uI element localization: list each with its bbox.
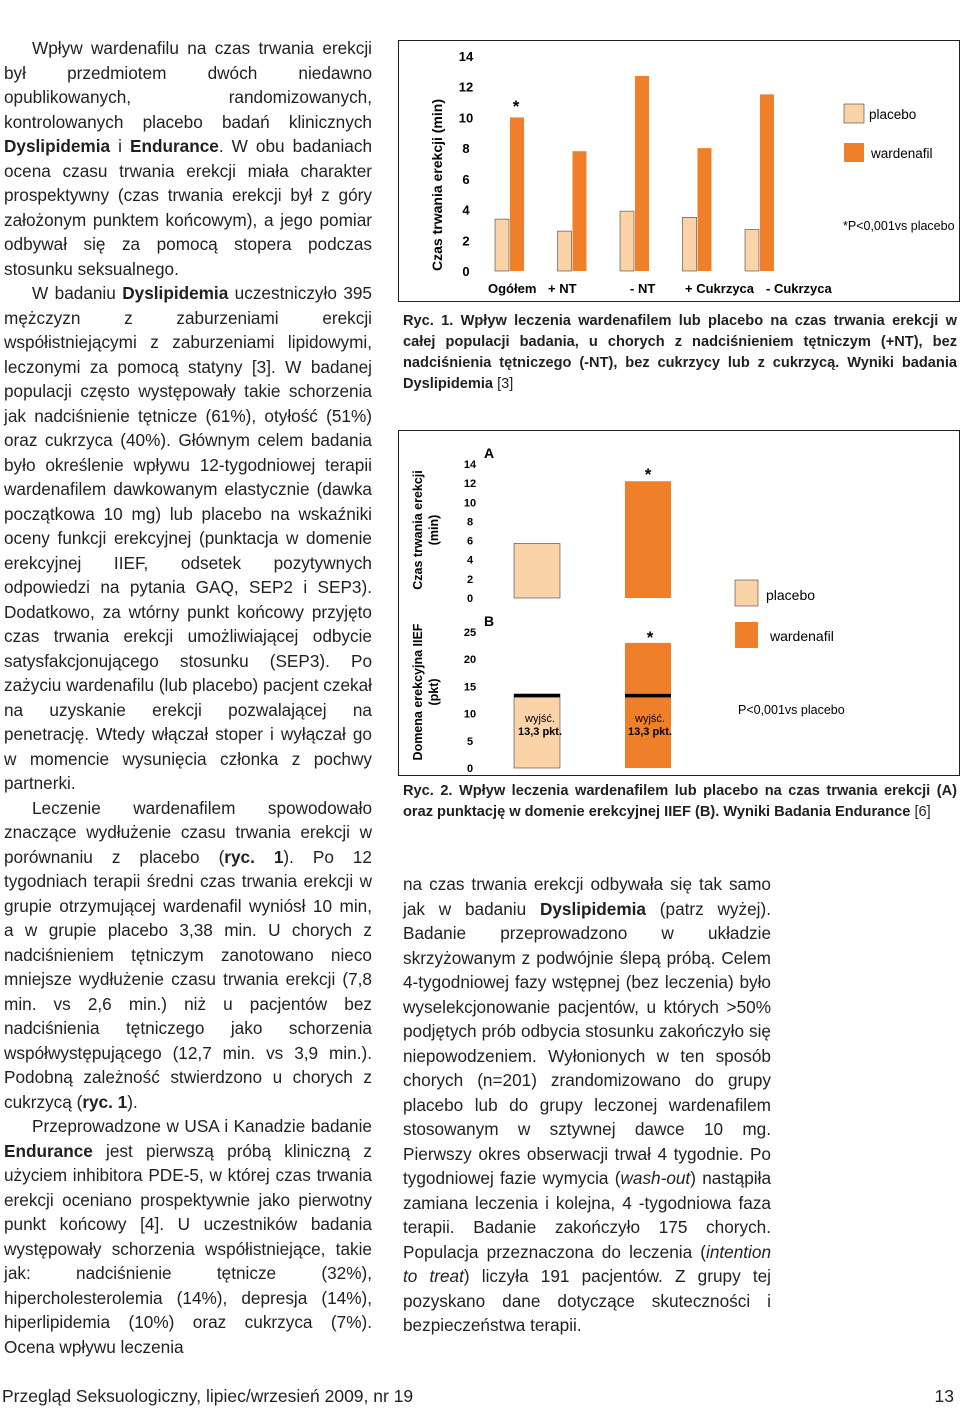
f1-y-tick-label: 2 xyxy=(462,233,470,249)
f2-legend-placebo-swatch xyxy=(735,580,758,606)
f1-x-category-label: + Cukrzyca xyxy=(685,281,755,296)
f1-x-category-label: - NT xyxy=(630,281,656,296)
f2b-baseline-label-placebo-2: 13,3 pkt. xyxy=(517,726,563,738)
figure-2-caption: Ryc. 2. Wpływ leczenia wardenafilem lub placebo na czas trwania erekcji (A) oraz punktację w domenie erekcyjnej IIEF (B). Wyniki Badania Endurance [6] xyxy=(403,783,957,820)
paragraph: Wpływ wardenafilu na czas trwania erekcji był przedmiotem dwóch niedawno opublikowanych, randomizowanych, kontrolowanych placebo badań klinicznych Dyslipidemia i Endurance. W obu badaniach ocena czasu trwania erekcji miała charakter prospektywny (czas trwania erekcji był z góry założonym punktem końcowym), a jego pomiar odbywał się za pomocą stopera podczas stosunku seksualnego. xyxy=(4,38,372,279)
f2-panel-a-label: A xyxy=(484,445,495,461)
figure-1-chart xyxy=(398,40,960,302)
f2b-y-tick-label: 5 xyxy=(466,735,474,748)
f2a-y-tick-label: 4 xyxy=(466,554,474,567)
f1-y-tick-label: 10 xyxy=(458,110,474,126)
f2b-bars xyxy=(514,643,671,768)
f2b-baseline-label-wardenafil-1: wyjść. xyxy=(635,713,665,725)
f2a-bar-wardenafil xyxy=(625,481,671,598)
f1-legend-wardenafil-swatch xyxy=(844,143,864,162)
f1-y-tick-label: 12 xyxy=(458,79,474,95)
page-number: 13 xyxy=(934,1386,954,1406)
f1-y-tick-label: 8 xyxy=(462,141,470,157)
f2b-y-label-line2: (pkt) xyxy=(427,678,441,706)
f2b-y-tick-label: 10 xyxy=(463,708,477,721)
f1-y-axis-label: Czas trwania erekcji (min) xyxy=(429,99,445,271)
f1-x-category-label: Ogółem xyxy=(488,281,537,296)
paragraph: na czas trwania erekcji odbywała się tak samo jak w badaniu Dyslipidemia (patrz wyżej). Badanie przeprowadzono w układzie skrzyżowanym z podwójnie ślepą próbą. Celem 4-tygodniowej fazy wstępnej (bez leczenia) było wyselekcjonowanie pacjentów, u których >50% podjętych prób odbycia stosunku zakończyło się niepowodzeniem. Wyłonionych w ten sposób chorych (n=201) zrandomizowano do grupy placebo lub do grupy leczonej wardenafilem stosowanym w sztywnej dawce 10 mg. Pierwszy okres obserwacji trwał 4 tygodnie. Po tygodniowej fazie wymycia (wash-out) nastąpiła zamiana leczenia i kolejna, 4 -tygodniowa faza terapii. Badanie zakończyło 175 chorych. Populacja przeznaczona do leczenia (intention to treat) liczyła 191 pacjentów. Z grupy tej pozyskano dane dotyczące skuteczności i bezpieczeństwa terapii. xyxy=(403,874,771,1335)
f1-y-tick-label: 0 xyxy=(462,264,470,279)
f1-legend-placebo-swatch xyxy=(844,104,864,123)
f2a-y-tick-label: 14 xyxy=(463,459,477,471)
f2a-y-label-line1: Czas trwania erekcji xyxy=(411,470,425,590)
f2b-baseline-label-wardenafil-2: 13,3 pkt. xyxy=(627,726,673,738)
f1-bar-placebo xyxy=(620,211,634,271)
left-text-column xyxy=(4,36,372,1359)
f2b-y-tick-label: 25 xyxy=(463,627,477,639)
f2a-y-tick-label: 2 xyxy=(466,573,474,586)
f1-bar-wardenafil xyxy=(573,151,587,271)
f1-bar-wardenafil xyxy=(635,76,649,271)
f1-bar-wardenafil xyxy=(510,117,524,271)
f2a-bars xyxy=(514,481,671,598)
f2-significance-note: P<0,001vs placebo xyxy=(738,703,845,717)
f1-bars xyxy=(495,76,774,271)
f2a-axes xyxy=(464,459,477,605)
paragraph: Przeprowadzone w USA i Kanadzie badanie Endurance jest pierwszą próbą kliniczną z użyciem inhibitora PDE-5, w której czas trwania erekcji oceniano prospektywnie jako pierwotny punkt końcowy [4]. U uczestników badania występowały schorzenia współistniejące, takie jak: nadciśnienie tętnicze (32%), hipercholesterolemia (14%), depresja (14%), hiperlipidemia (10%) oraz cukrzyca (7%). Ocena wpływu leczenia xyxy=(4,1116,372,1357)
f2b-y-label-line1: Domena erekcyjna IIEF xyxy=(411,623,425,761)
figure-2-chart xyxy=(398,430,960,776)
f2b-axes xyxy=(464,627,476,775)
f2a-y-tick-label: 12 xyxy=(463,478,477,491)
f1-legend-wardenafil-label: wardenafil xyxy=(871,146,933,161)
f2b-significance-star: * xyxy=(646,628,654,647)
f2a-y-label-line2: (min) xyxy=(427,514,441,546)
figure-1-caption: Ryc. 1. Wpływ leczenia wardenafilem lub placebo na czas trwania erekcji w całej populacji badania, u chorych z nadciśnieniem tętniczym (+NT), bez nadciśnienia tętniczego (-NT), bez cukrzycy lub z cukrzycą. Wyniki badania Dyslipidemia [3] xyxy=(403,313,957,392)
f1-legend-placebo-label: placebo xyxy=(869,107,917,122)
f2a-y-tick-label: 6 xyxy=(466,535,474,548)
f2-legend-wardenafil-swatch xyxy=(735,622,758,648)
f1-x-category-label: + NT xyxy=(548,281,577,296)
f1-y-tick-label: 14 xyxy=(458,49,474,64)
f1-bar-placebo xyxy=(683,217,697,271)
f2-panel-b-label: B xyxy=(484,613,495,629)
f1-bar-placebo xyxy=(495,219,509,271)
f2a-y-tick-label: 0 xyxy=(466,593,474,605)
f1-significance-star: * xyxy=(512,97,520,116)
f2b-baseline-label-placebo-1: wyjść. xyxy=(525,713,555,725)
f1-significance-note: *P<0,001vs placebo xyxy=(843,219,955,233)
f2-legend-wardenafil-label: wardenafil xyxy=(770,628,834,644)
f1-y-tick-label: 6 xyxy=(462,171,470,187)
f1-bar-placebo xyxy=(558,231,572,271)
f1-x-category-label: - Cukrzyca xyxy=(766,281,832,296)
f2b-bar-wardenafil xyxy=(625,643,671,768)
f1-bar-wardenafil xyxy=(698,148,712,271)
paragraph: W badaniu Dyslipidemia uczestniczyło 395 mężczyzn z zaburzeniami erekcji współistniejącymi z zaburzeniami lipidowymi, leczonymi za pomocą statyny [3]. W badanej populacji często występowały takie schorzenia jak nadciśnienie tętnicze (61%), otyłość (51%) oraz cukrzyca (40%). Głównym celem badania było określenie wpływu 12-tygodniowej terapii wardenafilem dawkowanym elastycznie (dawka początkowa 10 mg) lub placebo na wskaźniki oceny funkcji erekcyjnej (punktacja w domenie erekcyjnej IIEF, odsetek pozytywnych odpowiedzi na pytania GAQ, SEP2 i SEP3). Dodatkowo, za wtórny punkt końcowy przyjęto czas trwania erekcji umożliwiającej odbycie satysfakcjonującego stosunku (SEP3). Po zażyciu wardenafilu (lub placebo) pacjent czekał na uzyskanie erekcji pozwalającej na penetrację. Wtedy włączał stoper i wyłączał go w momencie wysunięcia członka z pochwy partnerki. xyxy=(4,283,372,793)
paragraph: Leczenie wardenafilem spowodowało znaczące wydłużenie czasu trwania erekcji w porównaniu z placebo (ryc. 1). Po 12 tygodniach terapii średni czas trwania erekcji w grupie otrzymującej wardenafil wyniósł 10 min, a w grupie placebo 3,38 min. U chorych z nadciśnieniem tętniczym zanotowano nieco mniejsze wydłużenie czasu trwania erekcji (7,8 min. vs 2,6 min.) niż u pacjentów bez nadciśnienia tętniczego jako schorzenia współwystępującego (12,7 min. vs 3,9 min.). Podobną zależność stwierdzono u chorych z cukrzycą (ryc. 1). xyxy=(4,797,372,1112)
f2b-y-tick-label: 15 xyxy=(463,681,477,694)
f2a-significance-star: * xyxy=(644,465,652,484)
f2-legend-placebo-label: placebo xyxy=(766,587,816,603)
f2b-y-tick-label: 20 xyxy=(463,654,477,667)
f2a-y-tick-label: 10 xyxy=(463,497,477,510)
f1-bar-wardenafil xyxy=(760,94,774,271)
journal-footer: Przegląd Seksuologiczny, lipiec/wrzesień 2009, nr 19 xyxy=(2,1386,414,1406)
f2b-y-tick-label: 0 xyxy=(466,763,474,775)
f2a-bar-placebo xyxy=(514,543,560,598)
f1-y-tick-label: 4 xyxy=(462,202,470,218)
f1-bar-placebo xyxy=(745,230,759,271)
right-text-column xyxy=(403,872,771,1338)
f2a-y-tick-label: 8 xyxy=(466,516,474,529)
